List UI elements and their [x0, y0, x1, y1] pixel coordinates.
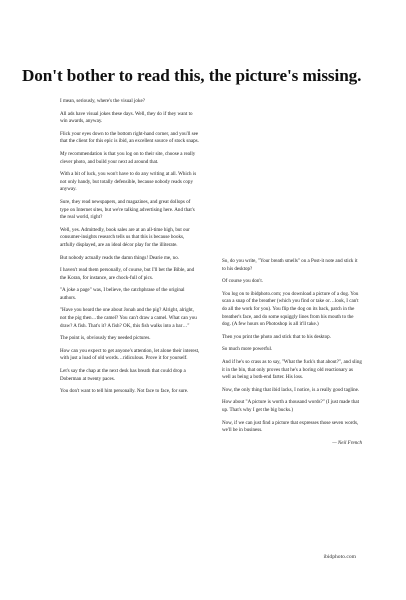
paragraph: My recommendation is that you log on to their site, choose a really clever photo, and build your next ad around that. — [60, 150, 196, 165]
signature: — Neil French — [332, 439, 362, 446]
paragraph: Now, if we can just find a picture that expresses those seven words, we'll be in business. — [222, 419, 359, 434]
footer-url: ibidphoto.com — [323, 554, 356, 560]
paragraph: So much more powerful. — [222, 346, 273, 353]
paragraph: Sure, they read newspapers, and magazines, and great dollops of type on Internet sites, but we're talking advertising here. And that's the real world, right? — [60, 198, 195, 221]
paragraph: I mean, seriously, where's the visual joke? — [60, 98, 145, 104]
paragraph: So, do you write, "Your breath smells" on a Post-it note and stick it to his desktop? — [222, 258, 358, 272]
paragraph: Then you print the photo and stick that to his desktop. — [222, 333, 331, 340]
paragraph: But nobody actually reads the damn things! Dearie me, no. — [60, 254, 179, 261]
paragraph: Let's say the chap at the next desk has breath that could drop a Doberman at twenty paces. — [60, 368, 186, 382]
paragraph: I haven't read them personally, of course, but I'll bet the Bible, and the Koran, for instance, are chock-full of pics. — [60, 267, 195, 281]
paragraph: And if he's so crass as to say, "What the fuck's that about?", and sling it in the bin, that only proves that he's a boring old reactionary as well as being a both-end farter. His loss. — [222, 358, 362, 381]
paragraph: With a bit of luck, you won't have to do any writing at all. Which is not only handy, but totally defensible, because nobody reads copy anyway. — [60, 171, 197, 193]
paragraph: "A joke a page" was, I believe, the catchphrase of the original authors. — [60, 287, 185, 301]
paragraph: You don't want to tell him personally. Not face to face, for sure. — [60, 388, 189, 395]
paragraph: How can you expect to get anyone's attention, let alone their interest, with just a load of old words…ridiculous. Prove it for yourself. — [60, 347, 200, 362]
body-copy-right-column — [222, 258, 362, 452]
paragraph: The point is, obviously they needed pictures. — [60, 335, 151, 342]
paragraph: How about "A picture is worth a thousand words?" (I just made that up. That's why I get the big bucks.) — [222, 399, 359, 413]
paragraph: Well, yes. Admittedly, book sales are at an all-time high, but our consumer-insights research tells us that this is because books, artfully displayed, are an ideal décor play for the illiterate. — [60, 226, 190, 248]
paragraph: All ads have visual jokes these days. Well, they do if they want to win awards, anyway. — [60, 110, 193, 125]
paragraph: Of course you don't. — [222, 278, 263, 285]
paragraph: Flick your eyes down to the bottom right-hand corner, and you'll see that the client for this epic is ibid, an excellent source of stock snaps. — [60, 130, 199, 145]
headline: Don't bother to read this, the picture's missing. — [22, 66, 362, 85]
body-copy-left-column — [60, 98, 200, 401]
paragraph: You log on to ibidphoto.com; you download a picture of a dog. You scan a snap of the breather (which you find or take or…look, I can't do all the work for you). You flip the dog on its back, patch in the breather's face, and do some squiggly lines from his mouth to the dog. (A few hours on Photoshop is all it'll take.) — [222, 290, 359, 328]
paragraph: Now, the only thing that ibid lacks, I notice, is a really good tagline. — [222, 386, 360, 393]
paragraph: "Have you heard the one about Jonah and the pig? Alright, alright, not the pig then…the camel? You can't draw a camel. What can you draw? A fish. That's it? A fish? OK, this fish walks into a bar…" — [60, 307, 197, 329]
